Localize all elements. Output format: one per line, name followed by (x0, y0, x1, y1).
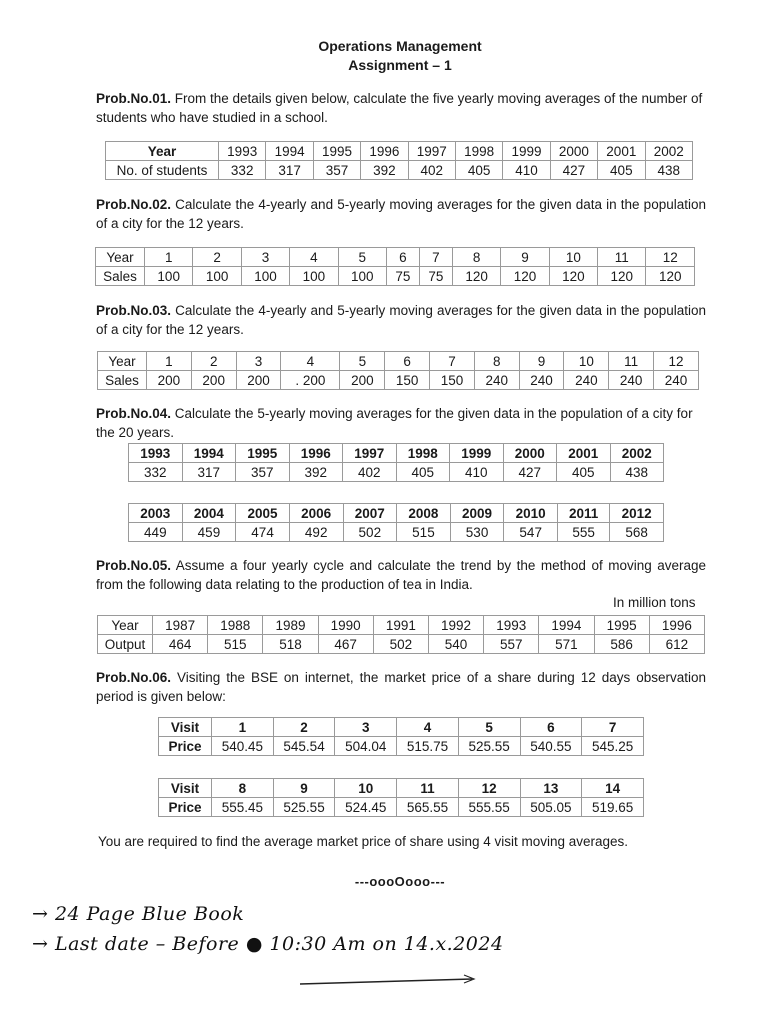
year-cell: 2001 (598, 142, 645, 161)
value-cell: 427 (550, 161, 597, 180)
assignment-title: Assignment – 1 (348, 57, 452, 73)
row-label-price: Price (159, 798, 212, 817)
price-cell: 565.55 (397, 798, 459, 817)
year-cell: 2002 (610, 444, 664, 463)
value-cell: 427 (503, 463, 557, 482)
price-cell: 545.25 (582, 737, 644, 756)
year-cell: 2001 (557, 444, 611, 463)
visit-cell: 11 (397, 779, 459, 798)
year-cell: 11 (609, 352, 654, 371)
value-cell: 100 (338, 267, 386, 286)
year-cell: 2006 (289, 504, 343, 523)
year-cell: 9 (519, 352, 564, 371)
year-cell: 2002 (645, 142, 692, 161)
table-row (98, 635, 705, 654)
row-label-year: Year (106, 142, 219, 161)
price-cell: 525.55 (273, 798, 335, 817)
value-cell: 100 (145, 267, 193, 286)
handwritten-underline (296, 972, 486, 992)
row-label-sales: Sales (96, 267, 145, 286)
value-cell: 402 (408, 161, 455, 180)
problem-2-text (96, 195, 706, 233)
value-cell: 150 (430, 371, 475, 390)
value-cell: 586 (594, 635, 649, 654)
unit-label: In million tons (613, 595, 696, 610)
value-cell: 502 (373, 635, 428, 654)
table-row (98, 616, 705, 635)
problem-5-label: Prob.No.05. (96, 558, 172, 573)
row-label-visit: Visit (159, 718, 212, 737)
value-cell: 555 (558, 523, 610, 542)
row-label-output: Output (98, 635, 153, 654)
price-cell: 505.05 (520, 798, 582, 817)
problem-4-table-a (128, 443, 664, 482)
value-cell: 200 (147, 371, 192, 390)
problem-6-table-a (158, 717, 644, 756)
value-cell: 405 (455, 161, 502, 180)
visit-cell: 6 (520, 718, 582, 737)
year-cell: 1994 (539, 616, 594, 635)
year-cell: 2007 (343, 504, 397, 523)
table-row (129, 504, 664, 523)
value-cell: 515 (397, 523, 451, 542)
problem-2-table (95, 247, 695, 286)
problem-3-label: Prob.No.03. (96, 303, 172, 318)
value-cell: 332 (219, 161, 266, 180)
value-cell: 405 (557, 463, 611, 482)
problem-4-label: Prob.No.04. (96, 406, 172, 421)
value-cell: 402 (343, 463, 397, 482)
problem-4-text (96, 404, 696, 442)
value-cell: 357 (313, 161, 360, 180)
year-cell: 1994 (266, 142, 313, 161)
year-cell: 1997 (343, 444, 397, 463)
value-cell: 467 (318, 635, 373, 654)
year-cell: 1988 (208, 616, 263, 635)
problem-1-text (96, 89, 706, 127)
table-row (106, 142, 693, 161)
table-row (129, 523, 664, 542)
value-cell: 410 (503, 161, 550, 180)
value-cell: 120 (501, 267, 549, 286)
price-cell: 540.55 (520, 737, 582, 756)
value-cell: 540 (428, 635, 483, 654)
row-label-year: Year (98, 616, 153, 635)
value-cell: 332 (129, 463, 183, 482)
handwritten-note-2: → Last date – Before ● 10:30 Am on 14.x.2024 (32, 933, 504, 955)
value-cell: 240 (609, 371, 654, 390)
value-cell: 405 (598, 161, 645, 180)
value-cell: 100 (290, 267, 338, 286)
value-cell: 200 (236, 371, 281, 390)
year-cell: 2003 (129, 504, 183, 523)
year-cell: 1993 (219, 142, 266, 161)
year-cell: 2004 (182, 504, 236, 523)
price-cell: 519.65 (582, 798, 644, 817)
visit-cell: 13 (520, 779, 582, 798)
value-cell: 492 (289, 523, 343, 542)
value-cell: 150 (385, 371, 430, 390)
visit-cell: 9 (273, 779, 335, 798)
value-cell: 568 (610, 523, 664, 542)
problem-1-label: Prob.No.01. (96, 91, 172, 106)
year-cell: 10 (564, 352, 609, 371)
year-cell: 1995 (313, 142, 360, 161)
year-cell: 1993 (484, 616, 539, 635)
problem-2-label: Prob.No.02. (96, 197, 172, 212)
problem-4-body: Calculate the 5-yearly moving averages for the given data in the population of a city for the 20 years. (96, 406, 693, 440)
year-cell: 4 (290, 248, 338, 267)
year-cell: 12 (646, 248, 695, 267)
value-cell: 612 (649, 635, 704, 654)
problem-2-body: Calculate the 4-yearly and 5-yearly moving averages for the given data in the population of a city for the 12 years. (96, 197, 706, 231)
visit-cell: 5 (458, 718, 520, 737)
value-cell: 405 (396, 463, 450, 482)
table-row (159, 737, 644, 756)
year-cell: 2 (191, 352, 236, 371)
year-cell: 1 (147, 352, 192, 371)
problem-6-body: Visiting the BSE on internet, the market price of a share during 12 days observation period is given below: (96, 670, 706, 704)
year-cell: 4 (281, 352, 340, 371)
year-cell: 7 (430, 352, 475, 371)
value-cell: 438 (610, 463, 664, 482)
value-cell: 449 (129, 523, 183, 542)
year-cell: 1995 (236, 444, 290, 463)
problem-3-table (97, 351, 699, 390)
value-cell: 392 (361, 161, 408, 180)
value-cell: 200 (191, 371, 236, 390)
year-cell: 1987 (153, 616, 208, 635)
problem-1-table (105, 141, 693, 180)
row-label-price: Price (159, 737, 212, 756)
visit-cell: 12 (458, 779, 520, 798)
value-cell: 240 (519, 371, 564, 390)
visit-cell: 7 (582, 718, 644, 737)
year-cell: 2005 (236, 504, 290, 523)
table-row (106, 161, 693, 180)
value-cell: 357 (236, 463, 290, 482)
value-cell: 120 (646, 267, 695, 286)
visit-cell: 14 (582, 779, 644, 798)
year-cell: 8 (474, 352, 519, 371)
year-cell: 7 (419, 248, 452, 267)
value-cell: 547 (504, 523, 558, 542)
value-cell: 530 (450, 523, 504, 542)
value-cell: 75 (419, 267, 452, 286)
year-cell: 2000 (503, 444, 557, 463)
year-cell: 3 (236, 352, 281, 371)
visit-cell: 3 (335, 718, 397, 737)
value-cell: 464 (153, 635, 208, 654)
value-cell: 571 (539, 635, 594, 654)
value-cell: 240 (654, 371, 699, 390)
year-cell: 1999 (450, 444, 504, 463)
table-row (98, 352, 699, 371)
value-cell: 515 (208, 635, 263, 654)
end-mark: ---oooOooo--- (354, 874, 446, 889)
value-cell: 120 (452, 267, 500, 286)
value-cell: 75 (386, 267, 419, 286)
year-cell: 1999 (503, 142, 550, 161)
year-cell: 1995 (594, 616, 649, 635)
price-cell: 504.04 (335, 737, 397, 756)
value-cell: 120 (598, 267, 646, 286)
year-cell: 6 (385, 352, 430, 371)
value-cell: 474 (236, 523, 290, 542)
year-cell: 11 (598, 248, 646, 267)
year-cell: 1991 (373, 616, 428, 635)
year-cell: 12 (654, 352, 699, 371)
price-cell: 555.55 (458, 798, 520, 817)
year-cell: 1994 (182, 444, 236, 463)
value-cell: 120 (549, 267, 597, 286)
course-title: Operations Management (318, 38, 482, 54)
year-cell: 3 (241, 248, 289, 267)
year-cell: 2 (193, 248, 241, 267)
year-cell: 1996 (361, 142, 408, 161)
table-row (98, 371, 699, 390)
year-cell: 2009 (450, 504, 504, 523)
price-cell: 524.45 (335, 798, 397, 817)
year-cell: 2008 (397, 504, 451, 523)
value-cell: 240 (564, 371, 609, 390)
visit-cell: 2 (273, 718, 335, 737)
value-cell: 518 (263, 635, 318, 654)
year-cell: 1996 (289, 444, 343, 463)
row-label-visit: Visit (159, 779, 212, 798)
problem-6-label: Prob.No.06. (96, 670, 172, 685)
problem-5-table (97, 615, 705, 654)
row-label-year: Year (98, 352, 147, 371)
year-cell: 1992 (428, 616, 483, 635)
year-cell: 1997 (408, 142, 455, 161)
year-cell: 10 (549, 248, 597, 267)
table-row (159, 718, 644, 737)
value-cell: 100 (241, 267, 289, 286)
value-cell: 317 (266, 161, 313, 180)
visit-cell: 1 (212, 718, 274, 737)
value-cell: 557 (484, 635, 539, 654)
year-cell: 1996 (649, 616, 704, 635)
value-cell: 392 (289, 463, 343, 482)
year-cell: 8 (452, 248, 500, 267)
year-cell: 6 (386, 248, 419, 267)
year-cell: 2012 (610, 504, 664, 523)
price-cell: 525.55 (458, 737, 520, 756)
year-cell: 1990 (318, 616, 373, 635)
price-cell: 515.75 (397, 737, 459, 756)
value-cell: 502 (343, 523, 397, 542)
handwritten-note-1: → 24 Page Blue Book (32, 903, 245, 925)
problem-6-table-b (158, 778, 644, 817)
problem-4-table-b (128, 503, 664, 542)
row-label-sales: Sales (98, 371, 147, 390)
problem-6-closing: You are required to find the average market price of share using 4 visit moving averages. (98, 834, 629, 849)
year-cell: 1998 (396, 444, 450, 463)
table-row (129, 463, 664, 482)
value-cell: 100 (193, 267, 241, 286)
table-row (129, 444, 664, 463)
problem-6-text (96, 668, 706, 706)
table-row (159, 798, 644, 817)
visit-cell: 4 (397, 718, 459, 737)
value-cell: 459 (182, 523, 236, 542)
problem-1-body: From the details given below, calculate the five yearly moving averages of the number of students who have studied in a school. (96, 91, 703, 125)
visit-cell: 10 (335, 779, 397, 798)
problem-5-body: Assume a four yearly cycle and calculate the trend by the method of moving average from the following data relating to the production of tea in India. (96, 558, 706, 592)
visit-cell: 8 (212, 779, 274, 798)
year-cell: 1 (145, 248, 193, 267)
price-cell: 545.54 (273, 737, 335, 756)
value-cell: 317 (182, 463, 236, 482)
problem-3-text (96, 301, 706, 339)
price-cell: 555.45 (212, 798, 274, 817)
row-label-students: No. of students (106, 161, 219, 180)
value-cell: 200 (340, 371, 385, 390)
problem-3-body: Calculate the 4-yearly and 5-yearly moving averages for the given data in the population of a city for the 12 years. (96, 303, 706, 337)
year-cell: 5 (338, 248, 386, 267)
value-cell: . 200 (281, 371, 340, 390)
year-cell: 2011 (558, 504, 610, 523)
value-cell: 410 (450, 463, 504, 482)
year-cell: 2000 (550, 142, 597, 161)
year-cell: 9 (501, 248, 549, 267)
year-cell: 1998 (455, 142, 502, 161)
row-label-year: Year (96, 248, 145, 267)
year-cell: 1993 (129, 444, 183, 463)
problem-5-text (96, 556, 706, 594)
table-row (96, 267, 695, 286)
year-cell: 2010 (504, 504, 558, 523)
price-cell: 540.45 (212, 737, 274, 756)
year-cell: 5 (340, 352, 385, 371)
table-row (96, 248, 695, 267)
table-row (159, 779, 644, 798)
year-cell: 1989 (263, 616, 318, 635)
value-cell: 240 (474, 371, 519, 390)
value-cell: 438 (645, 161, 692, 180)
